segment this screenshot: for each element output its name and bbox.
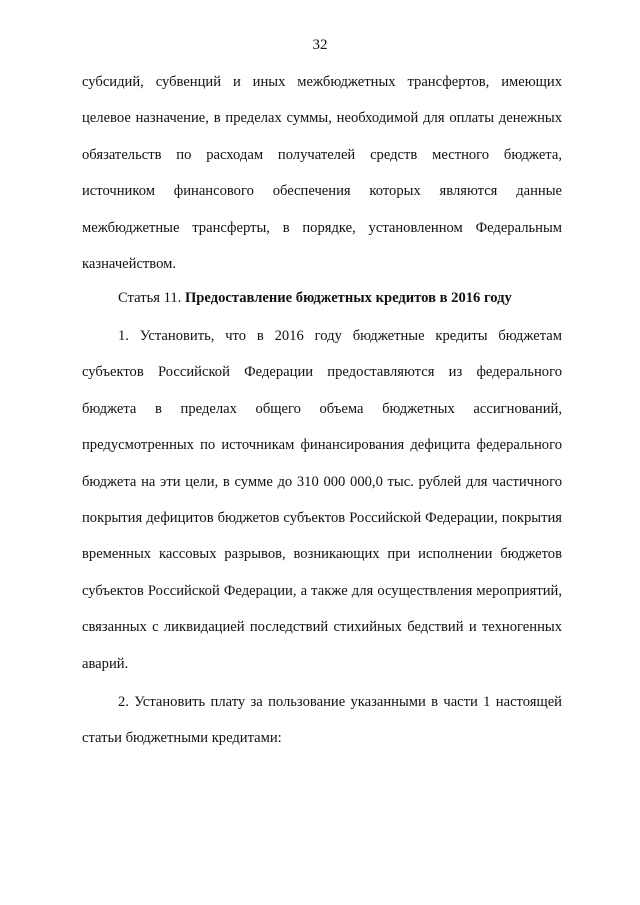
item-1-block (82, 318, 562, 682)
article-heading-block (82, 280, 562, 316)
item-2-block (82, 684, 562, 757)
continuation-paragraph-block (82, 64, 562, 282)
article-heading (82, 280, 562, 316)
article-label: Статья 11. (118, 290, 182, 306)
page-number: 32 (312, 37, 328, 53)
item-2-paragraph: 2. Установить плату за пользование указанными в части 1 настоящей статьи бюджетными кредитами: (82, 694, 562, 747)
article-title: Предоставление бюджетных кредитов в 2016 году (184, 290, 512, 306)
item-1-paragraph: 1. Установить, что в 2016 году бюджетные кредиты бюджетам субъектов Российской Федерации предоставляются из федерального бюджета в пределах общего объема бюджетных ассигнований, предусмотренных по источникам финансирования дефицита федерального бюджета на эти цели, в сумме до 310 000 000,0 тыс. рублей для частичного покрытия дефицитов бюджетов субъектов Российской Федерации, покрытия временных кассовых разрывов, возникающих при исполнении бюджетов субъектов Российской Федерации, а также для осуществления мероприятий, связанных с ликвидацией последствий стихийных бедствий и техногенных аварий. (82, 328, 562, 672)
continuation-paragraph: субсидий, субвенций и иных межбюджетных трансфертов, имеющих целевое назначение, в пределах суммы, необходимой для оплаты денежных обязательств по расходам получателей средств местного бюджета, источником финансового обеспечения которых являются данные межбюджетные трансферты, в порядке, установленном Федеральным казначейством. (82, 74, 562, 273)
